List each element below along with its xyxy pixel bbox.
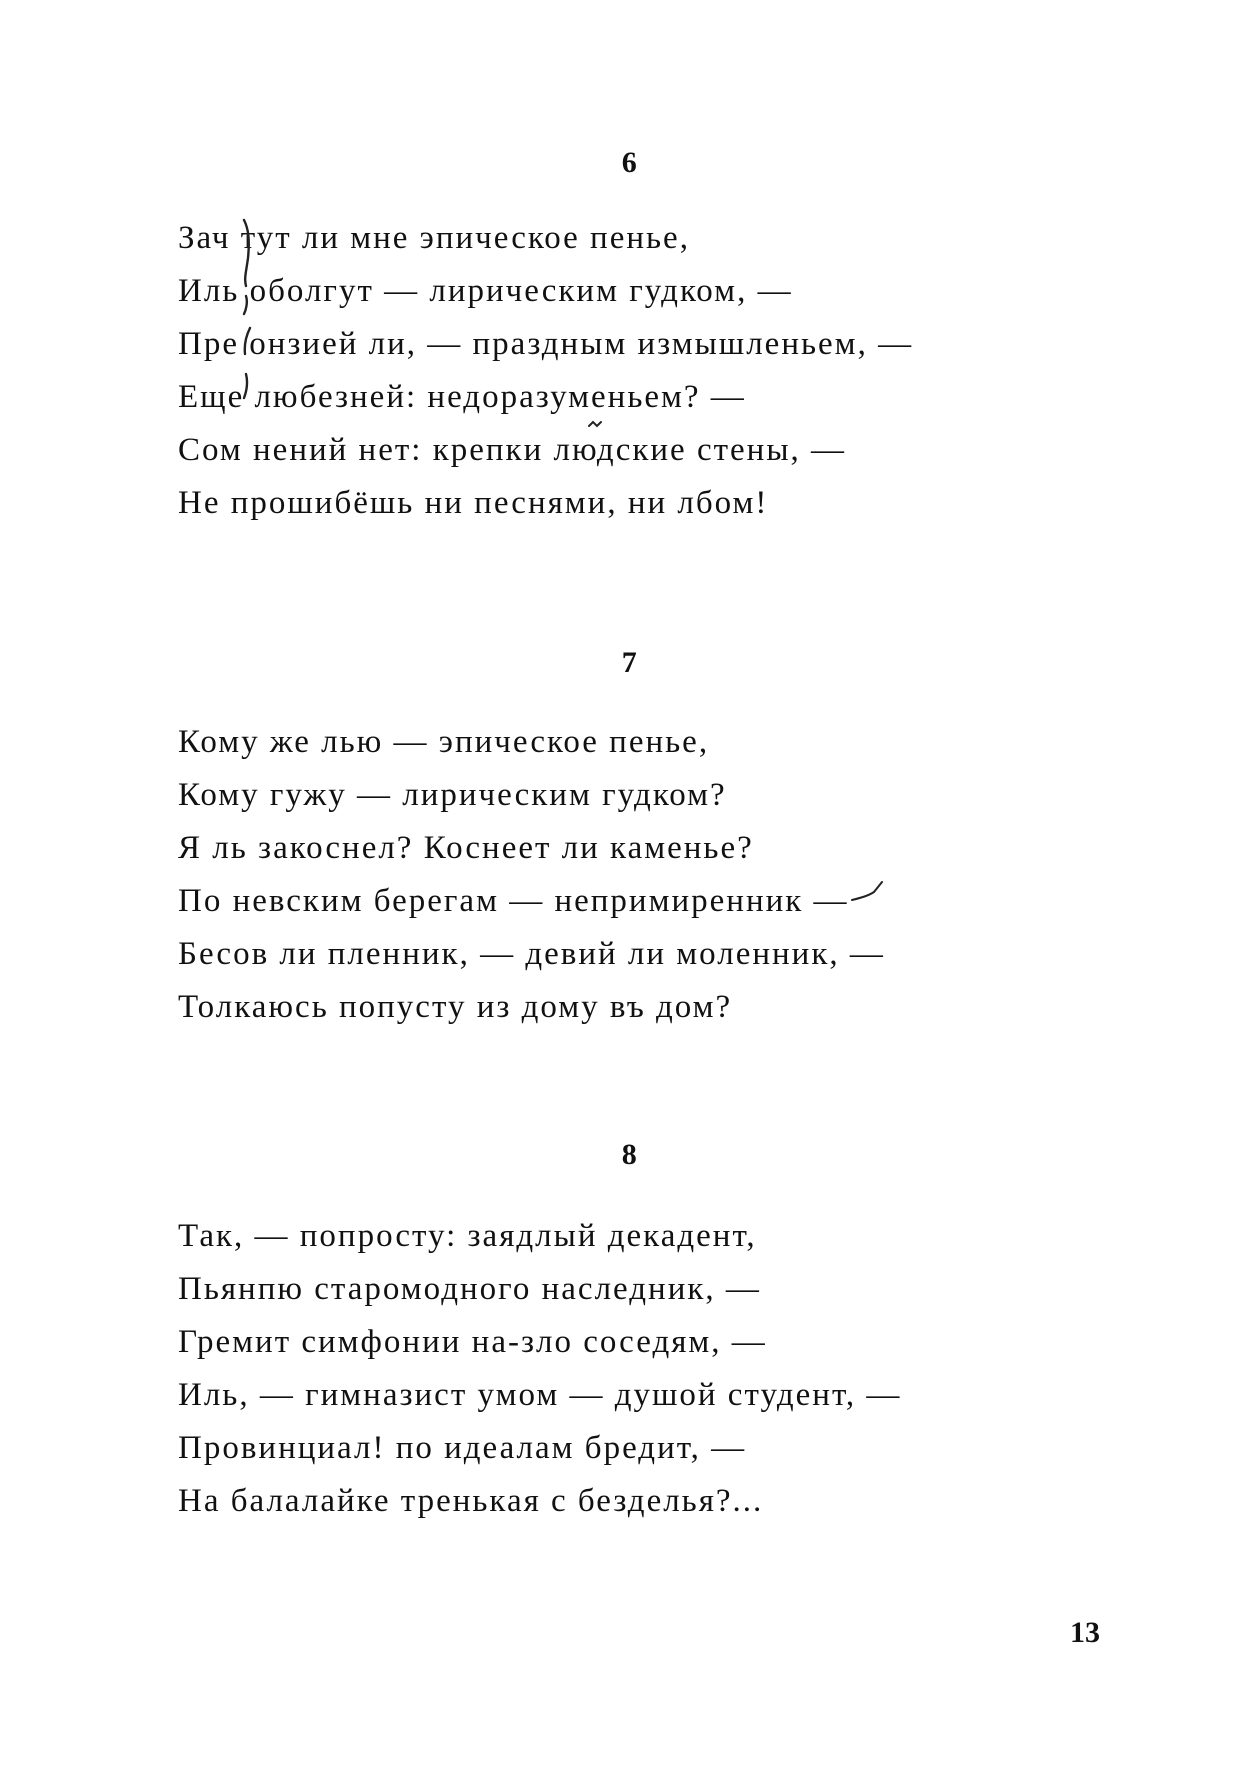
stanza [178, 212, 1078, 530]
poem-line: Я ль закоснел? Коснеет ли каменье? [178, 830, 754, 866]
poem-line: Еще любезней: недоразуменьем? — [178, 379, 746, 415]
poem-line: На балалайке тренькая с безделья?... [178, 1483, 764, 1519]
poem-line: Кому же лью — эпическое пенье, [178, 724, 710, 760]
poem-line: Гремит симфонии на-зло соседям, — [178, 1324, 767, 1360]
stanza [178, 716, 1078, 1034]
poem-line: Пре онзией ли, — праздным измышленьем, — [178, 326, 914, 362]
poem-line: Сом нений нет: крепки людские стены, — [178, 432, 847, 468]
poem-line: Толкаюсь попусту из дому въ дом? [178, 989, 733, 1025]
stanza-number: 8 [621, 1138, 638, 1171]
poem-line: По невским берегам — непримиренник — [178, 883, 849, 919]
poem-line: Иль, — гимназист умом — душой студент, — [178, 1377, 902, 1413]
stanza-number: 6 [621, 146, 638, 179]
poem-line: Зач тут ли мне эпическое пенье, [178, 220, 690, 256]
poem-line: Не прошибёшь ни песнями, ни лбом! [178, 485, 769, 521]
poem-line: Так, — попросту: заядлый декадент, [178, 1218, 757, 1254]
poem-line: Провинциал! по идеалам бредит, — [178, 1430, 747, 1466]
stanza [178, 1210, 1078, 1528]
poem-line: Бесов ли пленник, — девий ли моленник, — [178, 936, 885, 972]
poem-line: Иль оболгут — лирическим гудком, — [178, 273, 793, 309]
poem-line: Пьянпю старомодного наследник, — [178, 1271, 761, 1307]
poem-line: Кому гужу — лирическим гудком? [178, 777, 727, 813]
stanza-number: 7 [621, 646, 638, 679]
page-number: 13 [1070, 1616, 1100, 1649]
